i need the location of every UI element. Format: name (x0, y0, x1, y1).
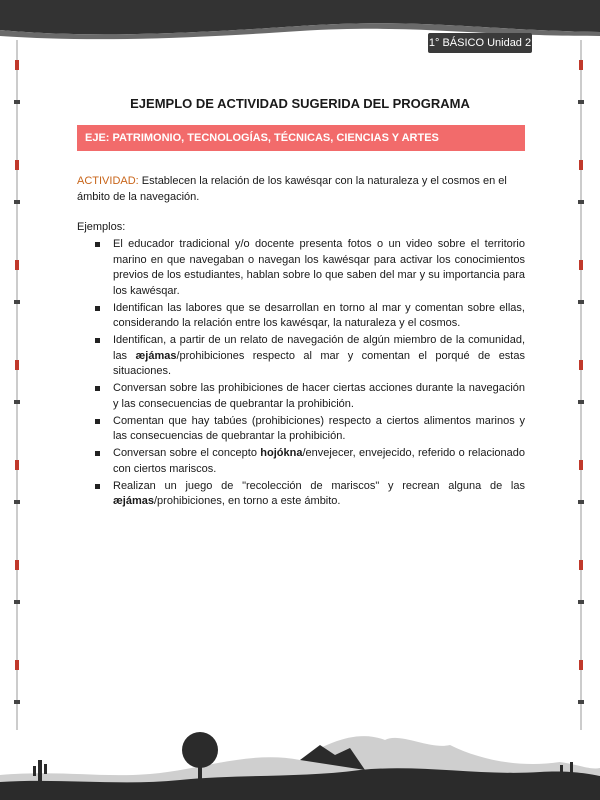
grade-unit-badge: 1° BÁSICO Unidad 2 (428, 33, 532, 53)
left-decorative-border (12, 40, 22, 730)
list-item: Conversan sobre el concepto hojókna/envejecer, envejecido, referido o relacionado con ciertos mariscos. (95, 446, 525, 477)
ejemplos-label: Ejemplos: (77, 221, 126, 233)
ejemplos-list (95, 237, 525, 511)
list-item: El educador tradicional y/o docente presenta fotos o un video sobre el territorio marino en que navegaban o navegan los kawésqar para activar los conocimientos previos de los estudiantes, hablan sobre lo que saben del mar y su importancia para los kawésqar. (95, 237, 525, 299)
list-item: Realizan un juego de "recolección de mariscos" y recrean alguna de las æjámas/prohibiciones, en torno a este ámbito. (95, 479, 525, 510)
footer-landscape-illustration (0, 720, 600, 800)
list-item: Identifican las labores que se desarrollan en torno al mar y comentan sobre ellas, considerando la relación entre los kawésqar, la naturaleza y el cosmos. (95, 301, 525, 332)
bold-term: æjámas (135, 349, 177, 362)
list-item: Conversan sobre las prohibiciones de hacer ciertas acciones durante la navegación y las consecuencias de quebrantar la prohibición. (95, 381, 525, 412)
eje-banner: EJE: PATRIMONIO, TECNOLOGÍAS, TÉCNICAS, CIENCIAS Y ARTES ANCESTRALES. (77, 125, 525, 151)
actividad-block (77, 173, 527, 205)
actividad-text: Establecen la relación de los kawésqar con la naturaleza y el cosmos en el ámbito de la navegación. (77, 175, 507, 203)
right-decorative-border (576, 40, 586, 730)
actividad-label: ACTIVIDAD: (77, 175, 139, 187)
bold-term: æjámas (113, 495, 154, 507)
list-item: Comentan que hay tabúes (prohibiciones) respecto a ciertos alimentos marinos y las consecuencias de quebrantar la prohibición. (95, 414, 525, 445)
page-title: EJEMPLO DE ACTIVIDAD SUGERIDA DEL PROGRAMA (130, 96, 470, 111)
list-item: Identifican, a partir de un relato de navegación de algún miembro de la comunidad, las æjámas/prohibiciones respecto al mar y comentan el porqué de estas situaciones. (95, 333, 525, 380)
bold-term: hojókna (260, 447, 303, 459)
